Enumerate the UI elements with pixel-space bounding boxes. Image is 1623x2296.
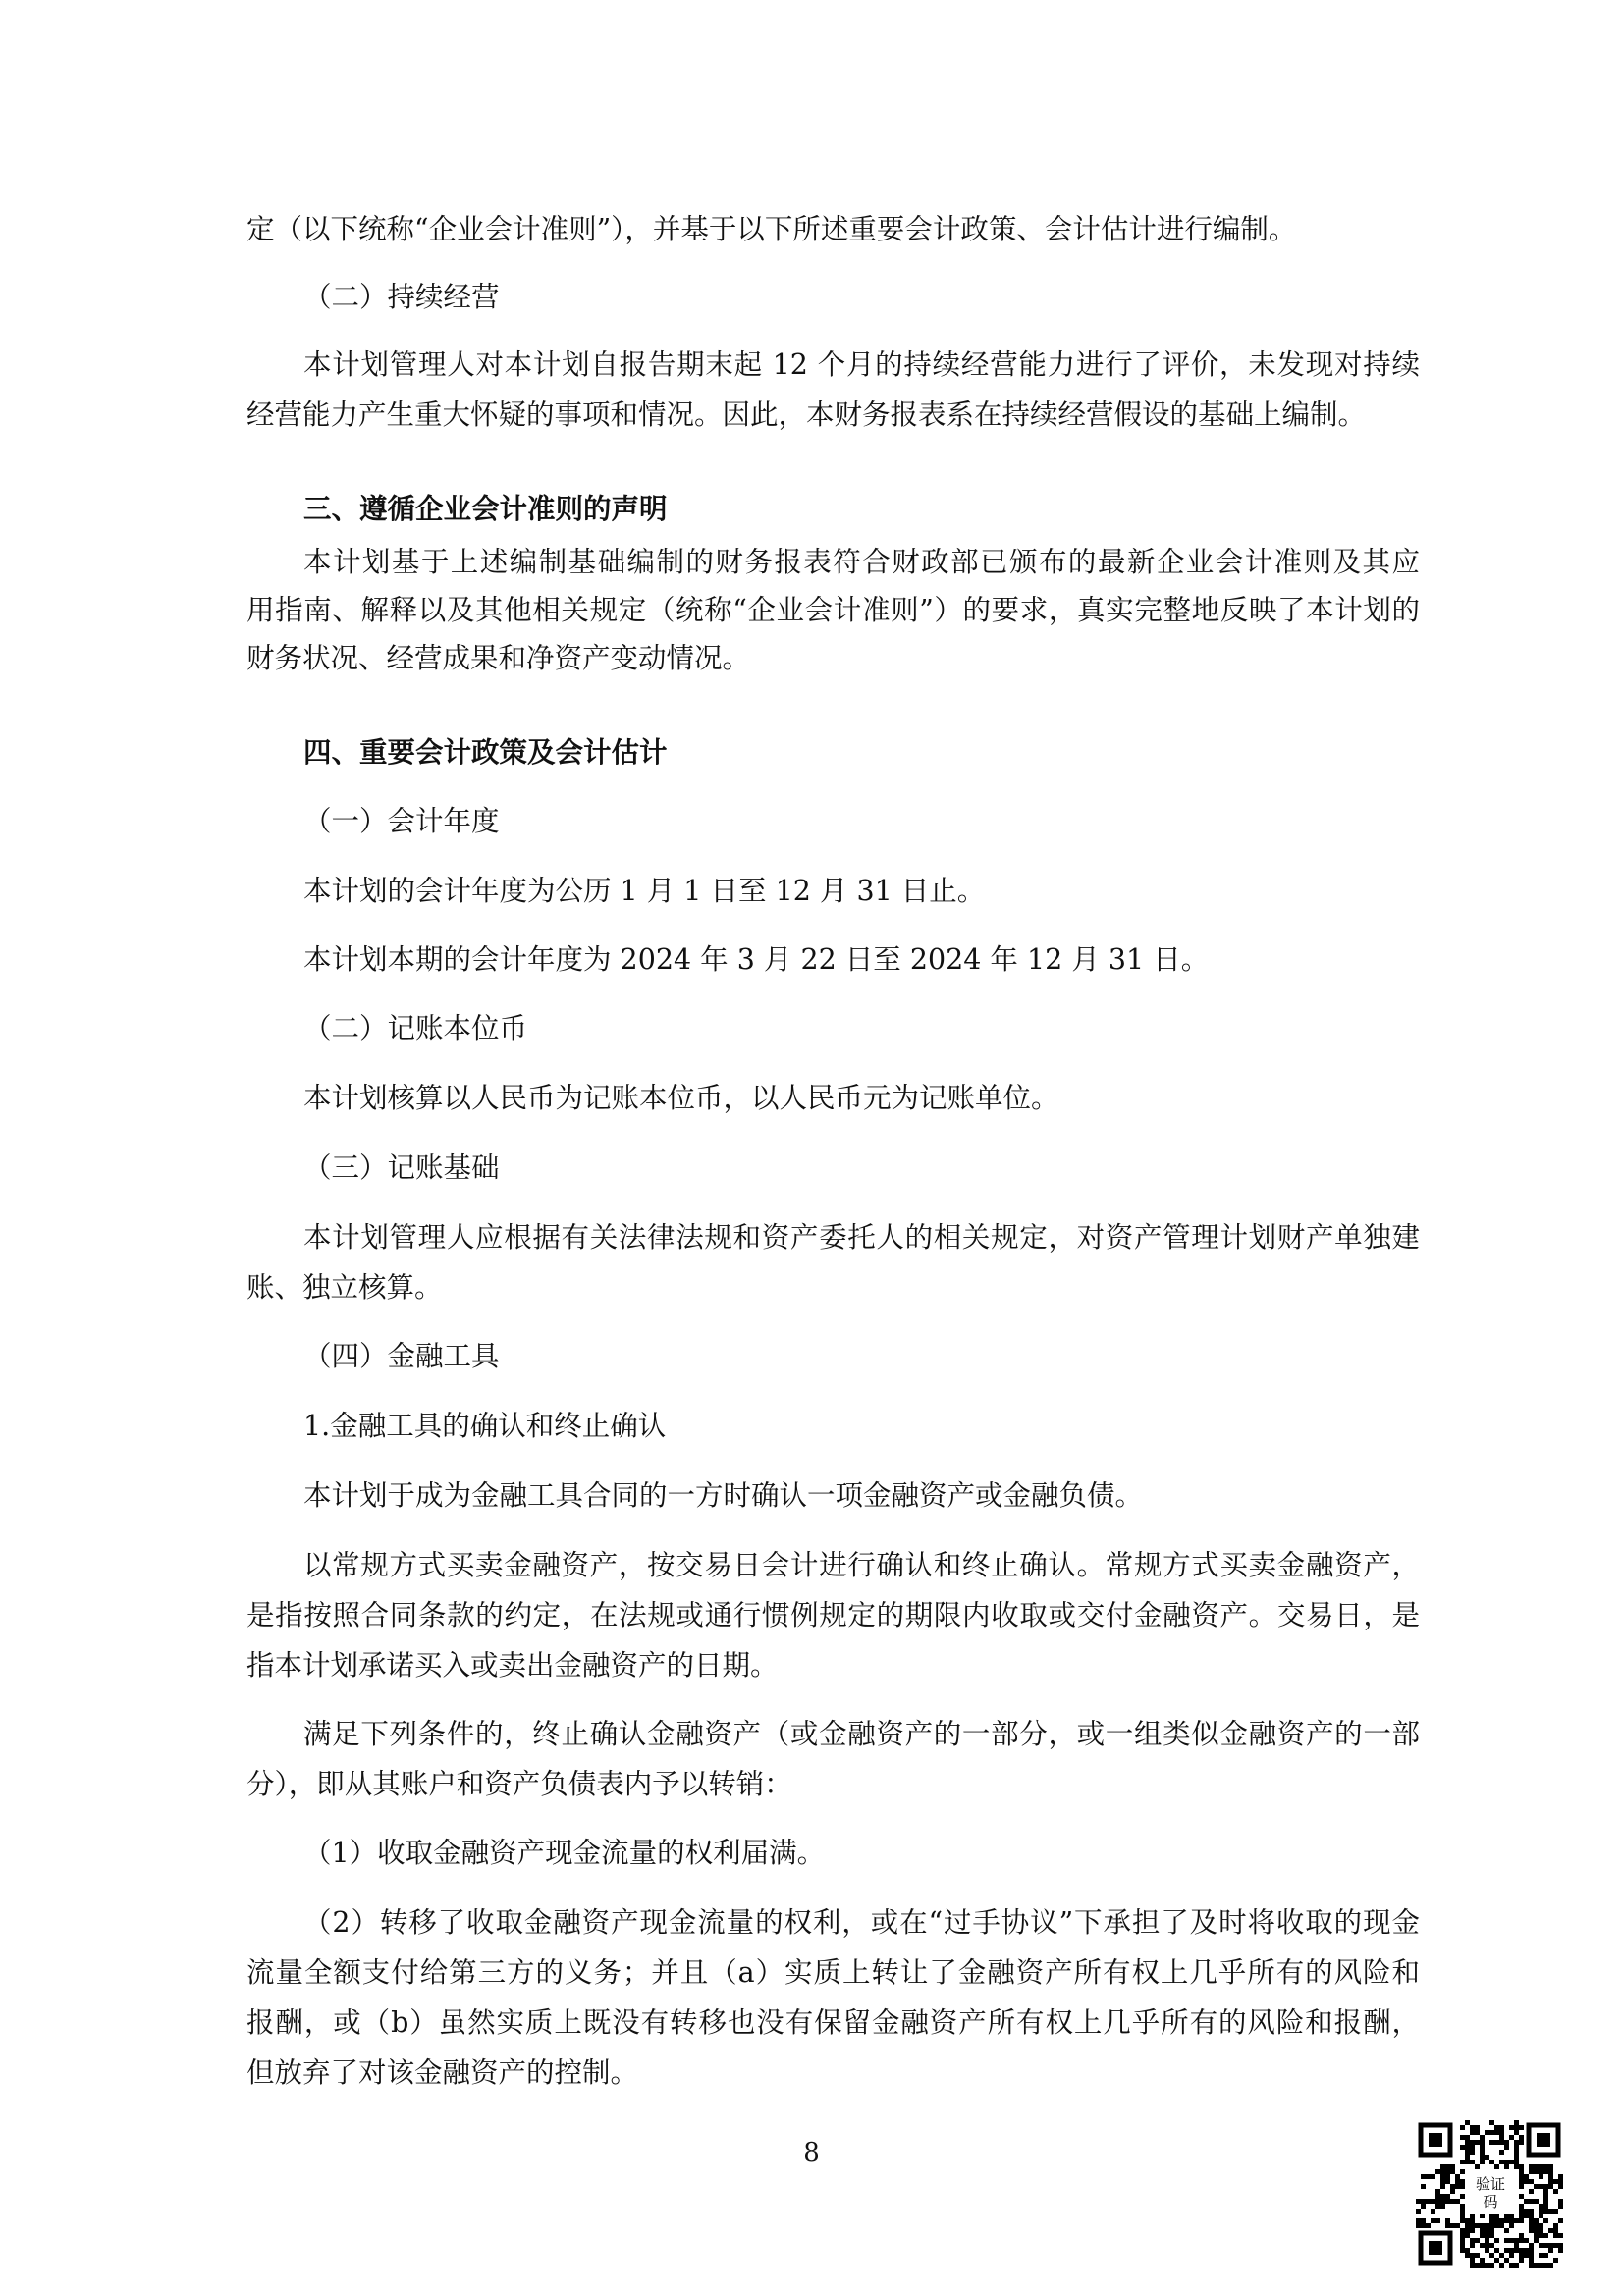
- subsection-heading: （三）记账基础: [303, 1151, 500, 1184]
- subsection-heading: （一）会计年度: [303, 805, 500, 837]
- svg-text:码: 码: [1483, 2193, 1498, 2211]
- paragraph-line: 分），即从其账户和资产负债表内予以转销：: [246, 1768, 792, 1800]
- subsection-heading: （四）金融工具: [303, 1340, 500, 1372]
- section-heading: 三、遵循企业会计准则的声明: [303, 492, 668, 525]
- subsection-heading: 1.金融工具的确认和终止确认: [303, 1410, 667, 1442]
- paragraph-line: 本计划基于上述编制基础编制的财务报表符合财政部已颁布的最新企业会计准则及其应: [303, 546, 1420, 578]
- paragraph-line: 流量全额支付给第三方的义务；并且（a）实质上转让了金融资产所有权上几乎所有的风险和: [246, 1956, 1420, 1989]
- paragraph-line: 满足下列条件的，终止确认金融资产（或金融资产的一部分，或一组类似金融资产的一部: [303, 1718, 1420, 1750]
- paragraph-line: 是指按照合同条款的约定，在法规或通行惯例规定的期限内收取或交付金融资产。交易日，是: [246, 1599, 1420, 1631]
- paragraph-line: （1）收取金融资产现金流量的权利届满。: [303, 1837, 826, 1869]
- paragraph-line: 本计划管理人应根据有关法律法规和资产委托人的相关规定，对资产管理计划财产单独建: [303, 1221, 1420, 1254]
- paragraph-line: 指本计划承诺买入或卖出金融资产的日期。: [246, 1649, 779, 1682]
- subsection-heading: （二）记账本位币: [303, 1012, 528, 1044]
- qr-code-icon: [1416, 2120, 1563, 2268]
- paragraph-line: 用指南、解释以及其他相关规定（统称“企业会计准则”）的要求，真实完整地反映了本计划的: [246, 594, 1420, 626]
- section-heading: 四、重要会计政策及会计估计: [303, 735, 668, 769]
- paragraph-line: 本计划的会计年度为公历 1 月 1 日至 12 月 31 日止。: [303, 875, 986, 907]
- paragraph-line: （2）转移了收取金融资产现金流量的权利，或在“过手协议”下承担了及时将收取的现金: [303, 1906, 1420, 1939]
- paragraph-line: 本计划核算以人民币为记账本位币，以人民币元为记账单位。: [303, 1082, 1059, 1114]
- subsection-heading: （二）持续经营: [303, 281, 500, 313]
- paragraph-line: 本计划管理人对本计划自报告期末起 12 个月的持续经营能力进行了评价，未发现对持续: [303, 348, 1420, 381]
- paragraph-line: 财务状况、经营成果和净资产变动情况。: [246, 642, 751, 674]
- paragraph-line: 以常规方式买卖金融资产，按交易日会计进行确认和终止确认。常规方式买卖金融资产，: [303, 1549, 1420, 1581]
- paragraph-line: 报酬，或（b）虽然实质上既没有转移也没有保留金融资产所有权上几乎所有的风险和报酬，: [246, 2006, 1420, 2039]
- paragraph-line: 账、独立核算。: [246, 1271, 443, 1304]
- paragraph-line: 但放弃了对该金融资产的控制。: [246, 2056, 639, 2089]
- paragraph-line: 定（以下统称“企业会计准则”），并基于以下所述重要会计政策、会计估计进行编制。: [246, 213, 1297, 245]
- page-number: 8: [803, 2138, 820, 2167]
- paragraph-line: 经营能力产生重大怀疑的事项和情况。因此，本财务报表系在持续经营假设的基础上编制。: [246, 399, 1367, 431]
- paragraph-line: 本计划本期的会计年度为 2024 年 3 月 22 日至 2024 年 12 月 31 日。: [303, 943, 1210, 976]
- svg-text:验证: 验证: [1475, 2175, 1506, 2193]
- paragraph-line: 本计划于成为金融工具合同的一方时确认一项金融资产或金融负债。: [303, 1479, 1144, 1512]
